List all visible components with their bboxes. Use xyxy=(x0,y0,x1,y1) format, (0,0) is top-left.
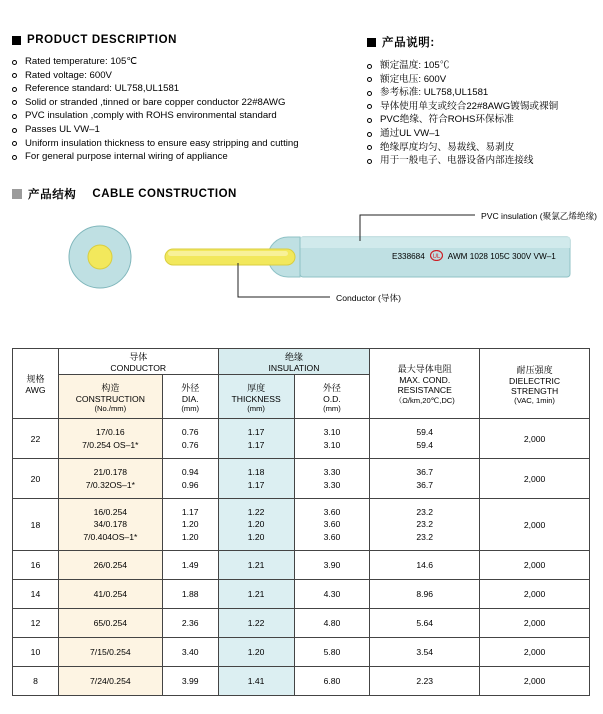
value-line: 21/0.178 xyxy=(93,467,128,477)
value-line: 23.2 xyxy=(416,506,434,517)
list-item: 通过UL VW–1 xyxy=(367,127,592,141)
value-line: 36.7 xyxy=(416,467,434,477)
table-group-header-row xyxy=(13,349,590,375)
cell-od xyxy=(294,499,370,551)
cell-dia xyxy=(162,499,218,551)
header-construction-cell xyxy=(58,375,162,419)
table-row xyxy=(13,499,590,551)
cell-resistance: 2.23 xyxy=(370,667,480,696)
description-english-column xyxy=(12,34,367,168)
cell-awg: 18 xyxy=(13,499,59,551)
value-line: 7/0.32OS–1* xyxy=(85,479,135,490)
bullet-square-icon xyxy=(367,38,376,47)
bullet-square-icon xyxy=(12,36,21,45)
table-row xyxy=(13,667,590,696)
header-resistance-cell xyxy=(370,349,480,419)
value-line: 1.20 xyxy=(181,531,199,542)
header-conductor-en: CONDUCTOR xyxy=(110,363,167,373)
cell-dia: 1.88 xyxy=(162,580,218,609)
cable-construction-title xyxy=(12,186,237,202)
cell-awg: 8 xyxy=(13,667,59,696)
cross-section-conductor xyxy=(88,245,112,269)
product-description-title-en xyxy=(12,34,367,46)
ul-mark-icon xyxy=(430,250,443,263)
list-item: Passes UL VW–1 xyxy=(12,123,367,137)
header-dia-en: DIA. xyxy=(181,393,199,404)
value-line: 59.4 xyxy=(416,439,434,450)
cell-resistance: 5.64 xyxy=(370,609,480,638)
header-dielectric-unit: (VAC, 1min) xyxy=(514,395,555,405)
header-conductor-zh: 导体 xyxy=(129,352,148,362)
value-line: 1.17 xyxy=(247,479,265,490)
cell-construction: 7/24/0.254 xyxy=(58,667,162,696)
svg-text:UL: UL xyxy=(432,254,441,260)
cell-dia xyxy=(162,459,218,499)
cell-thickness: 1.20 xyxy=(218,638,294,667)
list-item: Solid or stranded ,tinned or bare copper conductor 22#8AWG xyxy=(12,96,367,110)
header-thickness-unit: (mm) xyxy=(247,403,265,413)
value-line: 1.17 xyxy=(247,427,265,437)
header-awg-cell xyxy=(13,349,59,419)
list-item: 绝缘厚度均匀、易裁线、易剥皮 xyxy=(367,141,592,155)
list-item: 导体使用单支或绞合22#8AWG镀锡或裸铜 xyxy=(367,100,592,114)
header-dielectric-en2: STRENGTH xyxy=(510,385,559,396)
header-construction-en: CONSTRUCTION xyxy=(75,393,145,404)
value-line: 7/0.404OS–1* xyxy=(83,531,138,542)
cell-od xyxy=(294,419,370,459)
cell-od: 4.80 xyxy=(294,609,370,638)
title-text: PRODUCT DESCRIPTION xyxy=(27,34,178,46)
header-od-unit: (mm) xyxy=(323,403,341,413)
cell-thickness xyxy=(218,459,294,499)
cable-construction-title-en: CABLE CONSTRUCTION xyxy=(92,188,237,200)
value-line: 0.76 xyxy=(181,427,199,437)
list-item: 用于一般电子、电器设备内部连接线 xyxy=(367,154,592,168)
cell-resistance: 14.6 xyxy=(370,551,480,580)
header-od-en: O.D. xyxy=(323,393,341,404)
cell-od: 5.80 xyxy=(294,638,370,667)
table-row xyxy=(13,419,590,459)
header-construction-zh: 构造 xyxy=(101,382,120,393)
cable-jacket-highlight xyxy=(300,237,570,248)
cell-od: 4.30 xyxy=(294,580,370,609)
value-line: 1.20 xyxy=(247,531,265,542)
list-item: Uniform insulation thickness to ensure easy stripping and cutting xyxy=(12,137,367,151)
product-description-title-zh xyxy=(367,34,592,50)
cell-construction: 41/0.254 xyxy=(58,580,162,609)
cell-thickness: 1.21 xyxy=(218,580,294,609)
header-resistance-en1: MAX. COND. xyxy=(399,374,451,385)
header-insulation-group xyxy=(218,349,370,375)
conductor-highlight xyxy=(168,251,288,256)
header-insulation-zh: 绝缘 xyxy=(284,352,303,362)
header-resistance-zh: 最大导体电阻 xyxy=(397,363,452,374)
cell-resistance xyxy=(370,459,480,499)
product-description-section xyxy=(12,34,592,168)
value-line: 3.30 xyxy=(323,479,341,490)
cell-dia: 3.99 xyxy=(162,667,218,696)
value-line: 1.17 xyxy=(181,506,199,517)
cell-strength: 2,000 xyxy=(480,609,590,638)
cell-strength: 2,000 xyxy=(480,499,590,551)
value-line: 3.60 xyxy=(323,506,341,517)
cable-construction-title-zh: 产品结构 xyxy=(28,189,77,201)
table-row xyxy=(13,551,590,580)
list-item: PVC绝缘、符合ROHS环保标准 xyxy=(367,113,592,127)
specification-table xyxy=(12,348,590,696)
value-line: 36.7 xyxy=(416,479,434,490)
cell-resistance: 8.96 xyxy=(370,580,480,609)
list-item: Rated voltage: 600V xyxy=(12,69,367,83)
header-thickness-zh: 厚度 xyxy=(247,382,266,393)
header-thickness-cell xyxy=(218,375,294,419)
bullet-square-gray-icon xyxy=(12,189,22,199)
cell-resistance xyxy=(370,499,480,551)
table-row xyxy=(13,459,590,499)
value-line: 1.22 xyxy=(247,506,265,517)
awm-rating-text: AWM 1028 105C 300V VW–1 xyxy=(447,252,556,261)
cell-od: 6.80 xyxy=(294,667,370,696)
table-row xyxy=(13,609,590,638)
header-awg-zh: 规格 xyxy=(26,374,45,384)
value-line: 1.17 xyxy=(247,439,265,450)
value-line: 3.10 xyxy=(323,439,341,450)
header-dielectric-en1: DIELECTRIC xyxy=(509,375,561,386)
cell-od: 3.90 xyxy=(294,551,370,580)
cell-construction: 7/15/0.254 xyxy=(58,638,162,667)
cell-thickness: 1.22 xyxy=(218,609,294,638)
value-line: 17/0.16 xyxy=(96,427,125,437)
table-row xyxy=(13,580,590,609)
title-text: 产品说明: xyxy=(382,37,435,49)
list-item: Reference standard: UL758,UL1581 xyxy=(12,82,367,96)
value-line: 23.2 xyxy=(416,531,434,542)
header-resistance-unit: （Ω/km,20℃,DC) xyxy=(394,395,455,405)
header-awg-en: AWG xyxy=(25,385,46,395)
value-line: 59.4 xyxy=(416,427,434,437)
value-line: 34/0.178 xyxy=(93,519,128,530)
description-chinese-column xyxy=(367,34,592,168)
cell-strength: 2,000 xyxy=(480,551,590,580)
value-line: 3.10 xyxy=(323,427,341,437)
header-thickness-en: THICKNESS xyxy=(231,393,281,404)
cell-construction: 26/0.254 xyxy=(58,551,162,580)
list-item: Rated temperature: 105℃ xyxy=(12,55,367,69)
cell-thickness xyxy=(218,499,294,551)
list-item: PVC insulation ,comply with ROHS environmental standard xyxy=(12,109,367,123)
cell-strength: 2,000 xyxy=(480,667,590,696)
value-line: 3.30 xyxy=(323,467,341,477)
cell-awg: 12 xyxy=(13,609,59,638)
cell-awg: 20 xyxy=(13,459,59,499)
insulation-label: PVC insulation (聚氯乙烯绝缘) xyxy=(481,211,598,221)
cell-awg: 16 xyxy=(13,551,59,580)
value-line: 1.20 xyxy=(247,519,265,530)
cell-awg: 22 xyxy=(13,419,59,459)
list-item: For general purpose internal wiring of appliance xyxy=(12,150,367,164)
header-resistance-en2: RESISTANCE xyxy=(397,384,452,395)
header-insulation-en: INSULATION xyxy=(268,363,320,373)
cell-od xyxy=(294,459,370,499)
header-od-zh: 外径 xyxy=(322,382,341,393)
header-dia-cell xyxy=(162,375,218,419)
cable-print-legend xyxy=(392,250,556,263)
list-item: 参考标准: UL758,UL1581 xyxy=(367,86,592,100)
header-conductor-group xyxy=(58,349,218,375)
cell-construction xyxy=(58,459,162,499)
header-dielectric-zh: 耐压强度 xyxy=(516,364,553,375)
value-line: 0.96 xyxy=(181,479,199,490)
value-line: 7/0.254 OS–1* xyxy=(82,439,139,450)
list-item: 额定温度: 105℃ xyxy=(367,59,592,73)
conductor-label: Conductor (导体) xyxy=(336,293,401,303)
header-dielectric-cell xyxy=(480,349,590,419)
header-dia-zh: 外径 xyxy=(181,382,200,393)
value-line: 3.60 xyxy=(323,519,341,530)
cell-dia xyxy=(162,419,218,459)
table-row xyxy=(13,638,590,667)
cell-awg: 14 xyxy=(13,580,59,609)
cell-strength: 2,000 xyxy=(480,459,590,499)
list-item: 额定电压: 600V xyxy=(367,73,592,87)
cell-construction: 65/0.254 xyxy=(58,609,162,638)
header-construction-unit: (No./mm) xyxy=(94,403,127,413)
specification-table-wrapper xyxy=(12,348,590,696)
value-line: 0.76 xyxy=(181,439,199,450)
ul-file-number: E338684 xyxy=(392,252,425,261)
cell-dia: 2.36 xyxy=(162,609,218,638)
header-od-cell xyxy=(294,375,370,419)
description-list-en xyxy=(12,55,367,164)
value-line: 3.60 xyxy=(323,531,341,542)
cell-strength: 2,000 xyxy=(480,638,590,667)
cell-dia: 3.40 xyxy=(162,638,218,667)
cell-dia: 1.49 xyxy=(162,551,218,580)
value-line: 16/0.254 xyxy=(93,506,128,517)
value-line: 23.2 xyxy=(416,519,434,530)
cell-resistance xyxy=(370,419,480,459)
cell-thickness: 1.21 xyxy=(218,551,294,580)
cell-construction xyxy=(58,499,162,551)
value-line: 1.18 xyxy=(247,467,265,477)
cell-resistance: 3.54 xyxy=(370,638,480,667)
cell-construction xyxy=(58,419,162,459)
value-line: 1.20 xyxy=(181,519,199,530)
value-line: 0.94 xyxy=(181,467,199,477)
description-list-zh xyxy=(367,59,592,168)
cell-strength: 2,000 xyxy=(480,580,590,609)
cell-awg: 10 xyxy=(13,638,59,667)
cell-thickness xyxy=(218,419,294,459)
cell-strength: 2,000 xyxy=(480,419,590,459)
cell-thickness: 1.41 xyxy=(218,667,294,696)
header-dia-unit: (mm) xyxy=(181,403,200,413)
cable-construction-diagram xyxy=(0,205,603,320)
